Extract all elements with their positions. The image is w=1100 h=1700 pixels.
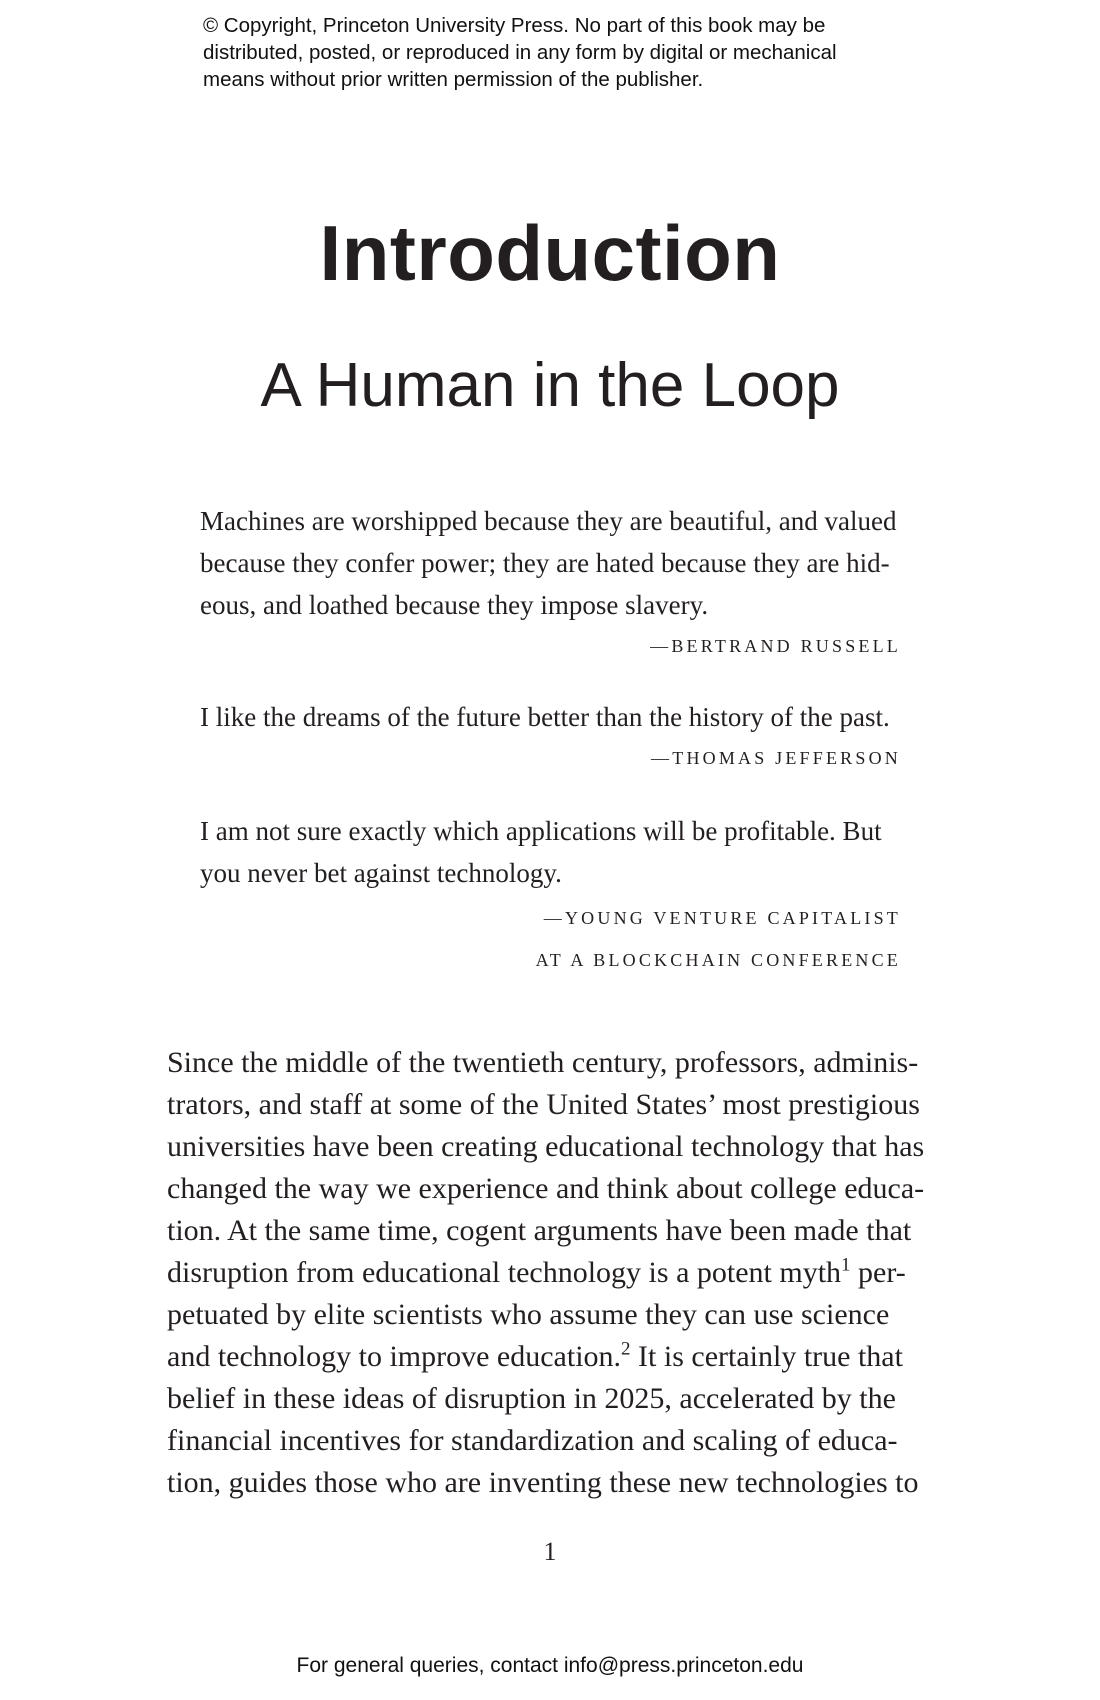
epigraph-line: Machines are worshipped because they are beautiful, and valued — [200, 506, 897, 536]
body-line: universities have been creating educational technology that has — [167, 1130, 925, 1163]
epigraph-attribution: —BERTRAND RUSSELL — [650, 636, 901, 656]
body-line: trators, and staff at some of the United States’ most prestigious — [167, 1088, 920, 1121]
epigraphs — [200, 500, 905, 978]
footnote-marker-1[interactable]: 1 — [841, 1254, 851, 1276]
copyright-line: © Copyright, Princeton University Press. No part of this book may be — [203, 14, 826, 37]
chapter-subtitle: A Human in the Loop — [260, 351, 840, 420]
body-line: petuated by elite scientists who assume they can use science — [167, 1298, 890, 1331]
body-line: Since the middle of the twentieth century, professors, adminis- — [167, 1046, 919, 1079]
epigraph-line: you never bet against technology. — [200, 858, 562, 888]
epigraph-attribution: —THOMAS JEFFERSON — [651, 748, 901, 768]
body-line-text: disruption from educational technology is a potent myth — [167, 1256, 842, 1289]
epigraph-line: because they confer power; they are hated because they are hid- — [200, 548, 890, 578]
epigraph-line: I am not sure exactly which applications will be profitable. But — [200, 816, 882, 846]
body-line: tion, guides those who are inventing these new technologies to — [167, 1466, 919, 1499]
page-number: 1 — [543, 1537, 557, 1566]
body-line: financial incentives for standardization and scaling of educa- — [167, 1424, 898, 1457]
body-line: changed the way we experience and think about college educa- — [167, 1172, 925, 1205]
body-line-tail: It is certainly true that — [630, 1340, 903, 1373]
epigraph-jefferson — [200, 696, 905, 772]
body-line — [167, 1252, 937, 1294]
body-line: tion. At the same time, cogent arguments have been made that — [167, 1214, 912, 1247]
epigraph-attribution: —YOUNG VENTURE CAPITALIST — [543, 908, 901, 928]
body-line-text: and technology to improve education. — [167, 1340, 622, 1373]
epigraph-venture-capitalist — [200, 810, 905, 978]
body-line: belief in these ideas of disruption in 2025, accelerated by the — [167, 1382, 896, 1415]
footnote-marker-2[interactable]: 2 — [621, 1338, 631, 1360]
body-line-tail: per- — [850, 1256, 906, 1289]
copyright-line: distributed, posted, or reproduced in any form by digital or mechanical — [203, 41, 837, 64]
body-paragraph — [167, 1042, 937, 1504]
body-line — [167, 1336, 937, 1378]
copyright-notice — [203, 12, 923, 93]
copyright-line: means without prior written permission of the publisher. — [203, 68, 704, 91]
epigraph-line: eous, and loathed because they impose slavery. — [200, 590, 709, 620]
epigraph-line: I like the dreams of the future better than the history of the past. — [200, 702, 890, 732]
epigraph-russell — [200, 500, 905, 660]
chapter-title: Introduction — [319, 209, 781, 297]
footer-contact: For general queries, contact info@press.princeton.edu — [296, 1654, 804, 1677]
epigraph-attribution: AT A BLOCKCHAIN CONFERENCE — [535, 950, 901, 970]
